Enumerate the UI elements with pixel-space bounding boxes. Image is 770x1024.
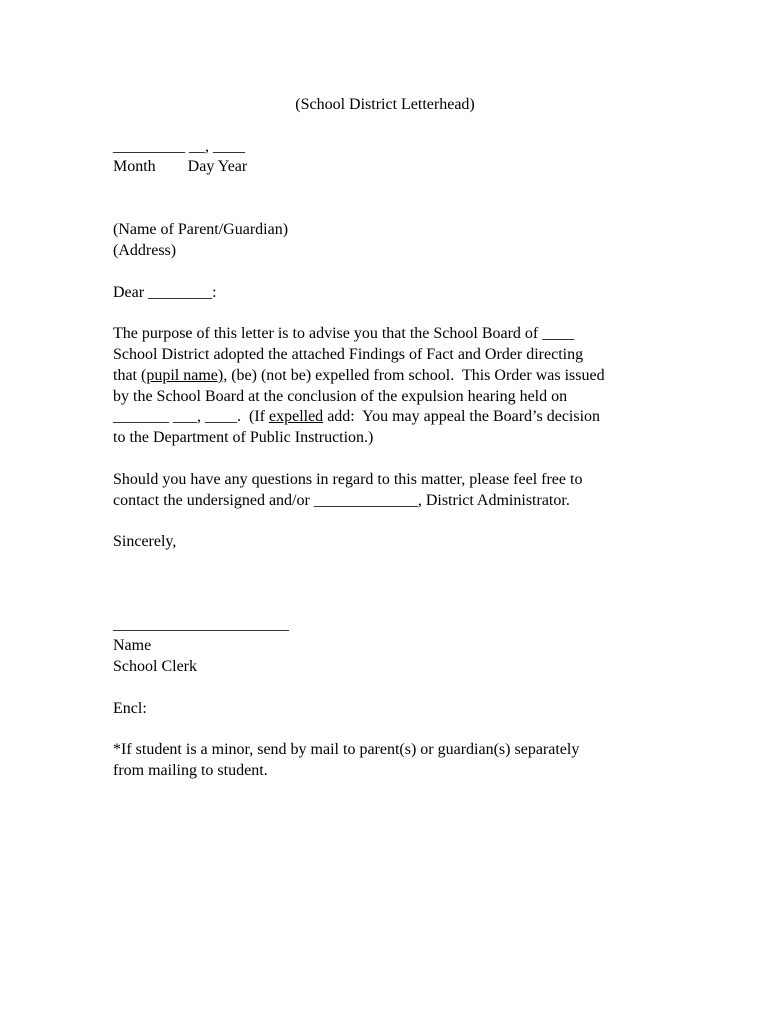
text-segment: that <box>113 367 141 384</box>
body-paragraph-1-line-3 <box>113 365 605 386</box>
text-segment: _______ ___, ____. (If <box>113 408 269 425</box>
letterhead: (School District Letterhead) <box>295 96 475 113</box>
body-paragraph-2-line-2: contact the undersigned and/or _____________, District Administrator. <box>113 492 570 509</box>
body-paragraph-2-line-1: Should you have any questions in regard to this matter, please feel free to <box>113 471 583 488</box>
footnote-line-1: *If student is a minor, send by mail to parent(s) or guardian(s) separately <box>113 741 580 758</box>
signature-line: ______________________ <box>113 616 289 633</box>
body-paragraph-1-line-4: by the School Board at the conclusion of the expulsion hearing held on <box>113 388 568 405</box>
signer-name: Name <box>113 637 152 654</box>
body-paragraph-1-line-5 <box>113 406 600 427</box>
date-blanks: _________ __, ____ <box>113 138 245 155</box>
body-paragraph-1-line-1: The purpose of this letter is to advise you that the School Board of ____ <box>113 325 575 342</box>
body-paragraph-1-line-6: to the Department of Public Instruction.) <box>113 429 374 446</box>
signer-title: School Clerk <box>113 658 197 675</box>
footnote-line-2: from mailing to student. <box>113 762 268 779</box>
enclosure-note: Encl: <box>113 700 147 717</box>
text-segment: , (be) (not be) expelled from school. This Order was issued <box>223 367 605 384</box>
pupil-name-placeholder: (pupil name) <box>141 367 224 384</box>
closing: Sincerely, <box>113 533 177 550</box>
expelled-emphasis: expelled <box>268 408 324 425</box>
body-paragraph-1-line-2: School District adopted the attached Findings of Fact and Order directing <box>113 346 584 363</box>
recipient-name: (Name of Parent/Guardian) <box>113 221 289 238</box>
recipient-address: (Address) <box>113 242 177 259</box>
date-labels: Month Day Year <box>113 158 248 175</box>
salutation: Dear ________: <box>113 284 217 301</box>
text-segment: add: You may appeal the Board’s decision <box>323 408 601 425</box>
